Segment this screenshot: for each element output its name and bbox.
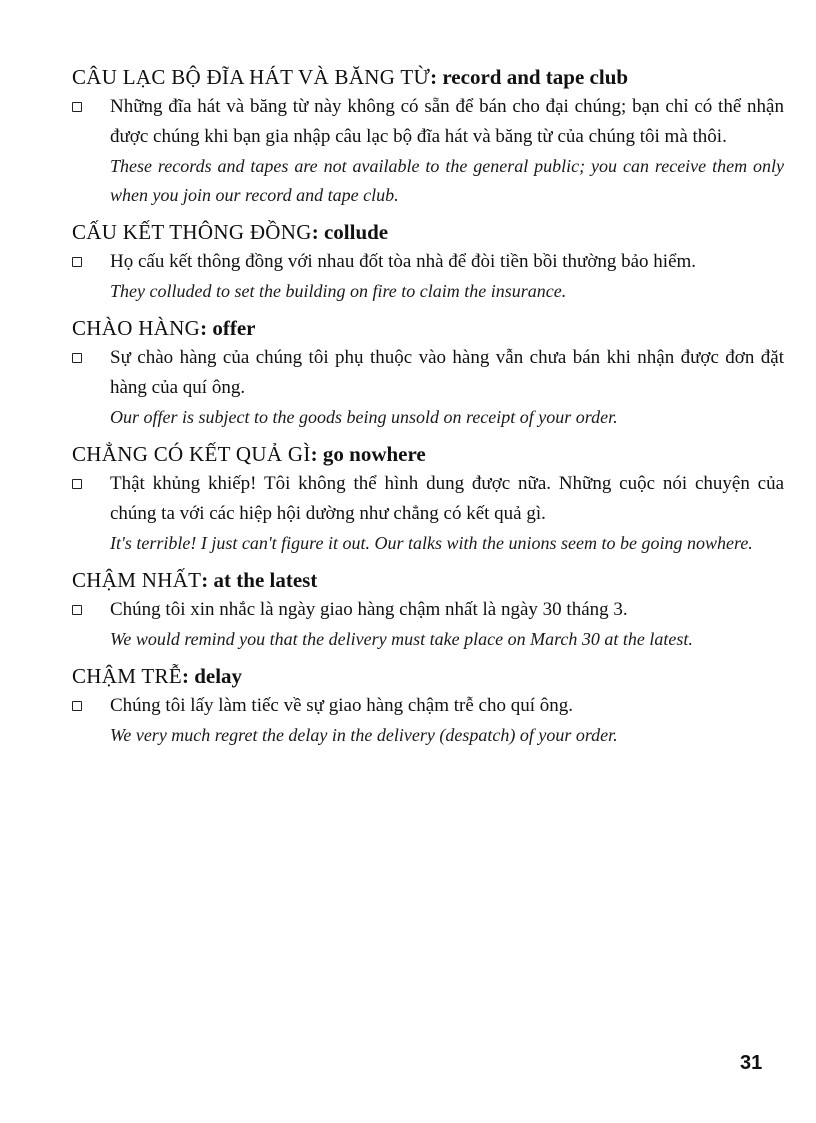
checkbox-bullet-icon bbox=[72, 605, 82, 615]
example-vietnamese: Chúng tôi xin nhắc là ngày giao hàng chậm nhất là ngày 30 tháng 3. bbox=[110, 599, 628, 620]
example-vietnamese: Chúng tôi lấy làm tiếc về sự giao hàng chậm trễ cho quí ông. bbox=[110, 695, 574, 716]
entry-heading: CHÀO HÀNG: offer bbox=[72, 316, 256, 340]
entry-at-the-latest bbox=[72, 565, 784, 654]
entry-heading: CHẲNG CÓ KẾT QUẢ GÌ: go nowhere bbox=[72, 442, 426, 466]
example-english: We would remind you that the delivery must take place on March 30 at the latest. bbox=[110, 629, 693, 649]
example bbox=[72, 691, 784, 750]
checkbox-bullet-icon bbox=[72, 353, 82, 363]
entry-translation: record and tape club bbox=[442, 65, 629, 89]
entry-heading: CHẬM NHẤT: at the latest bbox=[72, 568, 318, 592]
example-vietnamese: Thật khủng khiếp! Tôi không thể hình dung được nữa. Những cuộc nói chuyện của chúng ta với các hiệp hội dường như chẳng có kết quả gì. bbox=[110, 473, 784, 524]
entry-record-and-tape-club bbox=[72, 62, 784, 210]
example-english: It's terrible! I just can't figure it out. Our talks with the unions seem to be going nowhere. bbox=[110, 533, 753, 553]
entry-translation: at the latest bbox=[213, 568, 318, 592]
entry-translation: offer bbox=[212, 316, 256, 340]
entry-term: CHẬM TRỄ bbox=[72, 664, 182, 688]
example bbox=[72, 595, 784, 654]
entry-translation: go nowhere bbox=[322, 442, 426, 466]
entry-go-nowhere bbox=[72, 439, 784, 558]
entry-offer bbox=[72, 313, 784, 432]
entry-heading: CÂU LẠC BỘ ĐĨA HÁT VÀ BĂNG TỪ: record and tape club bbox=[72, 65, 629, 89]
example bbox=[72, 343, 784, 432]
entry-heading: CHẬM TRỄ: delay bbox=[72, 664, 243, 688]
example bbox=[72, 92, 784, 210]
entry-collude bbox=[72, 217, 784, 306]
checkbox-bullet-icon bbox=[72, 479, 82, 489]
example bbox=[72, 247, 784, 306]
entry-term: CHẲNG CÓ KẾT QUẢ GÌ bbox=[72, 442, 311, 466]
dictionary-page bbox=[72, 62, 784, 757]
example-vietnamese: Họ cấu kết thông đồng với nhau đốt tòa nhà để đòi tiền bồi thường bảo hiểm. bbox=[110, 251, 697, 272]
entry-term: CHÀO HÀNG bbox=[72, 316, 201, 340]
entry-delay bbox=[72, 661, 784, 750]
example-vietnamese: Sự chào hàng của chúng tôi phụ thuộc vào hàng vẫn chưa bán khi nhận được đơn đặt hàng của quí ông. bbox=[110, 347, 784, 398]
example-english: Our offer is subject to the goods being unsold on receipt of your order. bbox=[110, 407, 618, 427]
page-number: 31 bbox=[740, 1052, 763, 1074]
example-vietnamese: Những đĩa hát và băng từ này không có sẵn để bán cho đại chúng; bạn chỉ có thể nhận được chúng khi bạn gia nhập câu lạc bộ đĩa hát và băng từ của chúng tôi mà thôi. bbox=[110, 96, 784, 147]
entry-translation: delay bbox=[194, 664, 243, 688]
example-english: We very much regret the delay in the delivery (despatch) of your order. bbox=[110, 725, 618, 745]
checkbox-bullet-icon bbox=[72, 701, 82, 711]
example bbox=[72, 469, 784, 558]
entry-term: CHẬM NHẤT bbox=[72, 568, 202, 592]
entry-term: CẤU KẾT THÔNG ĐỒNG bbox=[72, 220, 312, 244]
entry-term: CÂU LẠC BỘ ĐĨA HÁT VÀ BĂNG TỪ bbox=[72, 65, 431, 89]
checkbox-bullet-icon bbox=[72, 102, 82, 112]
example-english: These records and tapes are not available to the general public; you can receive them only when you join our record and tape club. bbox=[110, 156, 784, 205]
checkbox-bullet-icon bbox=[72, 257, 82, 267]
entry-heading: CẤU KẾT THÔNG ĐỒNG: collude bbox=[72, 220, 389, 244]
entry-translation: collude bbox=[323, 220, 389, 244]
example-english: They colluded to set the building on fire to claim the insurance. bbox=[110, 281, 567, 301]
